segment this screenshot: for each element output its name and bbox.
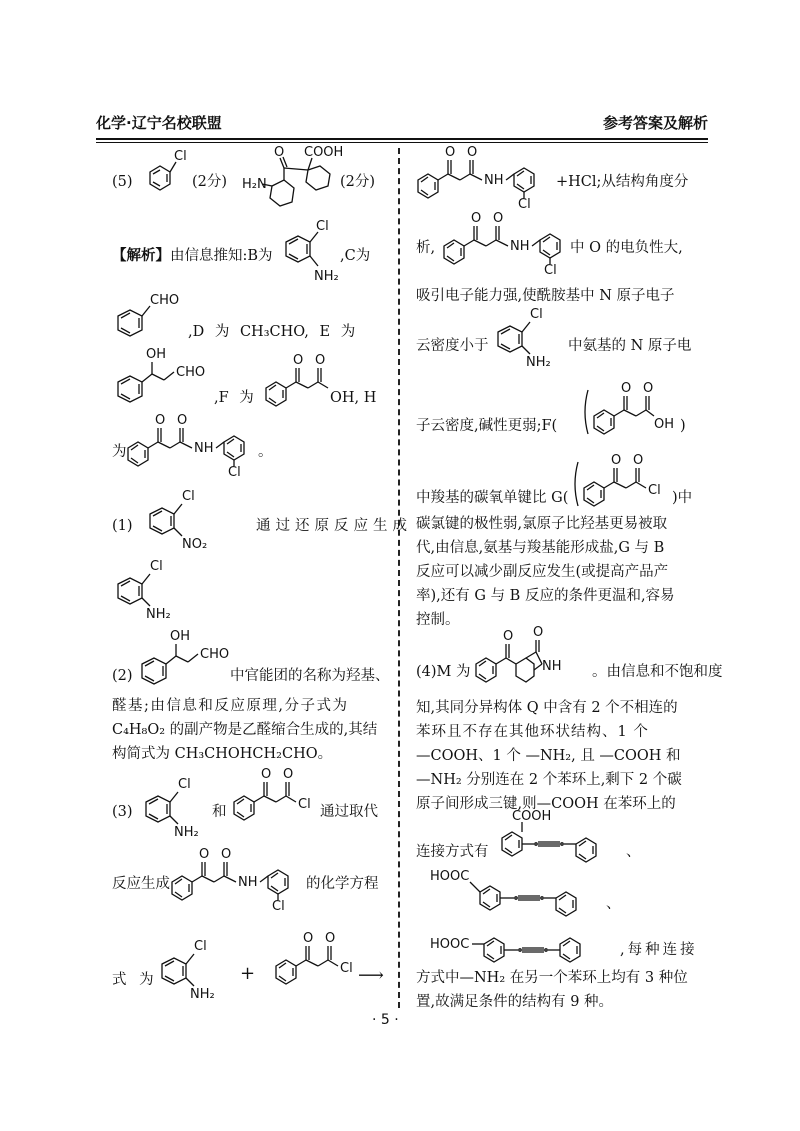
svg-text:O: O — [533, 625, 544, 640]
q1-number: (1) — [112, 518, 133, 534]
q3-and: 和 — [212, 804, 227, 820]
svg-text:O: O — [471, 211, 482, 226]
svg-text:O: O — [611, 453, 622, 468]
structure-chloronitrobenzene — [144, 486, 224, 552]
q2-line-1: 中官能团的名称为羟基、 — [230, 668, 390, 684]
right-line-10: 率),还有 G 与 B 反应的条件更温和,容易 — [416, 588, 675, 604]
svg-text:NH₂: NH₂ — [526, 355, 551, 370]
q3-line-2: 反应生成 — [112, 876, 170, 892]
structure-c-benzaldehyde — [112, 288, 182, 344]
svg-text:O: O — [274, 145, 285, 160]
svg-text:Cl: Cl — [298, 797, 311, 812]
right-line-8: 代,由信息,氨基与羧基能形成盐,G 与 B — [416, 540, 665, 556]
q3-line-1: 通过取代 — [320, 804, 378, 820]
right-line-1: +HCl;从结构角度分 — [556, 174, 689, 190]
right-line-16: —NH₂ 分别连在 2 个苯环上,剩下 2 个碳 — [416, 772, 682, 788]
svg-text:O: O — [503, 629, 514, 644]
column-divider — [398, 148, 400, 1008]
right-line-5a: 子云密度,碱性更弱;F( — [416, 418, 558, 434]
svg-text:OH: OH — [170, 629, 191, 644]
label-cl: Cl — [174, 149, 187, 164]
svg-text:Cl: Cl — [648, 483, 661, 498]
svg-text:Cl: Cl — [340, 961, 353, 976]
svg-text:O: O — [445, 145, 456, 160]
right-line-7: 碳氯键的极性弱,氯原子比羟基更易被取 — [416, 516, 668, 532]
right-line-6b: )中 — [672, 490, 693, 506]
structure-b-analysis — [492, 304, 572, 374]
svg-text:Cl: Cl — [228, 465, 241, 480]
structure-ortho-cooh-tolane — [490, 806, 630, 872]
right-line-18b: 、 — [626, 844, 641, 860]
structure-meta-cooh-tolane — [430, 866, 610, 926]
svg-text:Cl: Cl — [178, 777, 191, 792]
structure-b-2-chloroaniline — [278, 218, 348, 288]
right-line-19b: 、 — [606, 896, 621, 912]
structure-g-analysis — [574, 448, 674, 514]
equation-plus: + — [240, 963, 256, 984]
right-line-2a: 析, — [416, 240, 436, 256]
aminobenzophenone-acid-structure — [242, 144, 352, 222]
reaction-arrow: ⟶ — [358, 965, 384, 986]
page-number: · 5 · — [372, 1012, 399, 1028]
header-right: 参考答案及解析 — [602, 114, 708, 132]
right-line-4a: 云密度小于 — [416, 338, 489, 354]
header-left: 化学·辽宁名校联盟 — [96, 114, 222, 132]
svg-text:NH₂: NH₂ — [146, 607, 171, 622]
right-line-5b: ) — [680, 418, 686, 434]
svg-text:Cl: Cl — [194, 939, 207, 954]
svg-text:NH: NH — [194, 441, 214, 456]
svg-text:CHO: CHO — [200, 647, 230, 662]
svg-text:NH: NH — [484, 173, 504, 188]
svg-text:Cl: Cl — [150, 559, 163, 574]
right-line-4b: 中氨基的 N 原子电 — [568, 338, 692, 354]
svg-text:NO₂: NO₂ — [182, 537, 208, 552]
right-line-2b: 中 O 的电负性大, — [570, 240, 683, 256]
svg-text:NH₂: NH₂ — [190, 987, 215, 1002]
svg-text:CHO: CHO — [150, 293, 180, 308]
svg-text:O: O — [633, 453, 644, 468]
structure-b-reactant — [140, 774, 220, 840]
q2-line-2: 醛基;由信息和反应原理,分子式为 — [112, 698, 349, 714]
svg-text:O: O — [261, 767, 272, 782]
right-line-14: 苯环且不存在其他环状结构、1 个 — [416, 724, 649, 740]
svg-text:NH₂: NH₂ — [314, 269, 339, 284]
structure-e-hydroxyaldehyde — [112, 344, 222, 410]
analysis-line-1: 【解析】由信息推知:B为 — [112, 248, 273, 264]
svg-text:COOH: COOH — [512, 809, 552, 824]
svg-text:O: O — [303, 931, 314, 946]
svg-text:O: O — [199, 847, 210, 862]
q4-line-b: 。由信息和不饱和度 — [592, 664, 723, 680]
right-line-3: 吸引电子能力强,使酰胺基中 N 原子电子 — [416, 288, 675, 304]
svg-text:O: O — [177, 413, 188, 428]
svg-text:OH: OH — [146, 347, 167, 362]
q4-line-a: (4)M 为 — [416, 664, 471, 680]
structure-para-cooh-tolane — [430, 924, 630, 964]
right-line-6a: 中羧基的碳氧单键比 G( — [416, 490, 569, 506]
right-line-15: —COOH、1 个 —NH₂, 且 —COOH 和 — [416, 748, 681, 764]
right-line-22: 置,故满足条件的结构有 9 种。 — [416, 994, 614, 1010]
svg-text:O: O — [643, 381, 654, 396]
svg-text:O: O — [283, 767, 294, 782]
svg-text:O: O — [155, 413, 166, 428]
analysis-line-3: ,F 为 — [214, 390, 254, 406]
header-rule-thin — [96, 142, 708, 143]
header-rule — [96, 138, 708, 140]
q3-line-3: 的化学方程 — [306, 876, 379, 892]
svg-text:Cl: Cl — [272, 899, 285, 914]
q2-number: (2) — [112, 668, 133, 684]
svg-text:Cl: Cl — [544, 263, 557, 278]
svg-text:NH: NH — [238, 875, 258, 890]
structure-2-chloroaniline — [112, 556, 192, 622]
structure-h-right — [414, 144, 564, 212]
analysis-line-1b: ,C为 — [340, 248, 371, 264]
svg-text:Cl: Cl — [530, 307, 543, 322]
structure-g-equation — [272, 928, 362, 990]
svg-text:Cl: Cl — [316, 219, 329, 234]
right-line-11: 控制。 — [416, 612, 460, 628]
q2-line-4: 构简式为 CH₃CHOHCH₂CHO。 — [112, 746, 333, 762]
svg-text:COOH: COOH — [304, 145, 344, 160]
analysis-line-2: ,D 为 CH₃CHO, E 为 — [188, 324, 356, 340]
q3-number: (3) — [112, 804, 133, 820]
q5-number: (5) — [112, 174, 133, 190]
svg-text:OH: OH — [654, 417, 675, 432]
right-line-20b: ,每种连接 — [620, 942, 698, 958]
analysis-line-4: 为 — [112, 444, 127, 460]
svg-text:O: O — [293, 353, 304, 368]
analysis-line-4b: 。 — [258, 444, 273, 460]
q1-text: 通过还原反应生成 — [256, 518, 412, 534]
svg-text:Cl: Cl — [182, 489, 195, 504]
svg-text:O: O — [621, 381, 632, 396]
right-line-17: 原子间形成三键,则—COOH 在苯环上的 — [416, 796, 676, 812]
right-line-9: 反应可以减少副反应发生(或提高产品产 — [416, 564, 669, 580]
right-line-13: 知,其同分异构体 Q 中含有 2 个不相连的 — [416, 700, 678, 716]
structure-h-amide — [124, 412, 274, 480]
svg-text:O: O — [325, 931, 336, 946]
svg-text:Cl: Cl — [518, 197, 531, 212]
svg-text:H₂N: H₂N — [242, 177, 267, 192]
structure-h-analysis — [440, 210, 590, 278]
structure-b-equation — [156, 934, 236, 1004]
svg-text:O: O — [467, 145, 478, 160]
q3-line-4: 式 为 — [112, 972, 158, 988]
q5-score-1: (2分) — [192, 174, 228, 190]
page-header — [96, 112, 708, 136]
structure-f-analysis — [584, 376, 684, 442]
svg-text:O: O — [315, 353, 326, 368]
structure-g-acyl-chloride — [230, 764, 320, 826]
svg-text:HOOC: HOOC — [430, 937, 470, 952]
analysis-line-3b: OH, H — [330, 390, 377, 406]
svg-text:O: O — [493, 211, 504, 226]
svg-text:HOOC: HOOC — [430, 869, 470, 884]
svg-text:NH: NH — [510, 239, 530, 254]
svg-text:NH: NH — [542, 659, 562, 674]
chlorobenzene-structure — [136, 148, 186, 198]
structure-h-product — [168, 846, 318, 914]
q5-score-2: (2分) — [340, 174, 376, 190]
structure-m-isatin — [472, 626, 582, 688]
svg-text:NH₂: NH₂ — [174, 825, 199, 840]
right-line-18: 连接方式有 — [416, 844, 489, 860]
q2-line-3: C₄H₈O₂ 的副产物是乙醛缩合生成的,其结 — [112, 722, 378, 738]
svg-text:CHO: CHO — [176, 365, 206, 380]
svg-text:O: O — [221, 847, 232, 862]
right-line-21: 方式中—NH₂ 在另一个苯环上均有 3 种位 — [416, 970, 688, 986]
